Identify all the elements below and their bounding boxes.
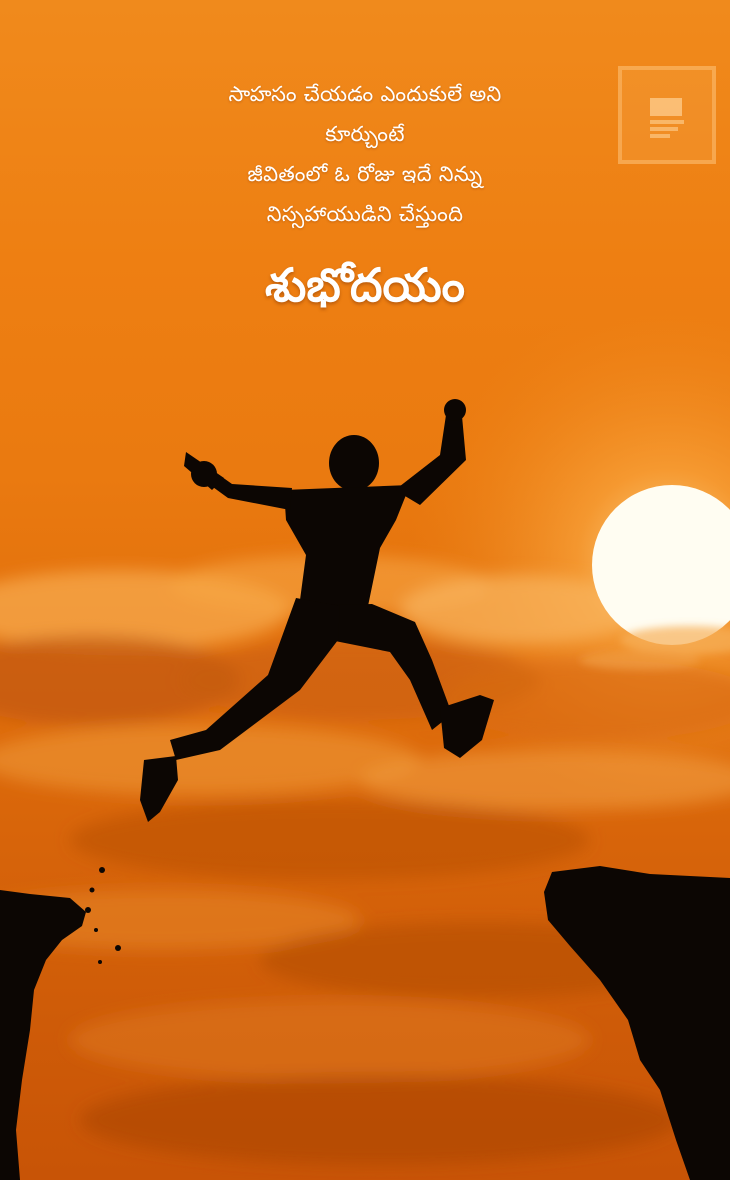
quote-line: సాహసం చేయడం ఎందుకులే అని — [228, 82, 502, 106]
document-icon — [648, 96, 686, 138]
quote-text — [120, 74, 610, 234]
watermark-logo — [618, 66, 716, 164]
quote-line: కూర్చుంటే — [325, 122, 405, 146]
quote-line: నిస్సహాయుడిని చేస్తుంది — [266, 202, 464, 226]
greeting-heading: శుభోదయం — [265, 258, 465, 312]
quote-line: జీవితంలో ఓ రోజు ఇదే నిన్ను — [247, 162, 483, 186]
